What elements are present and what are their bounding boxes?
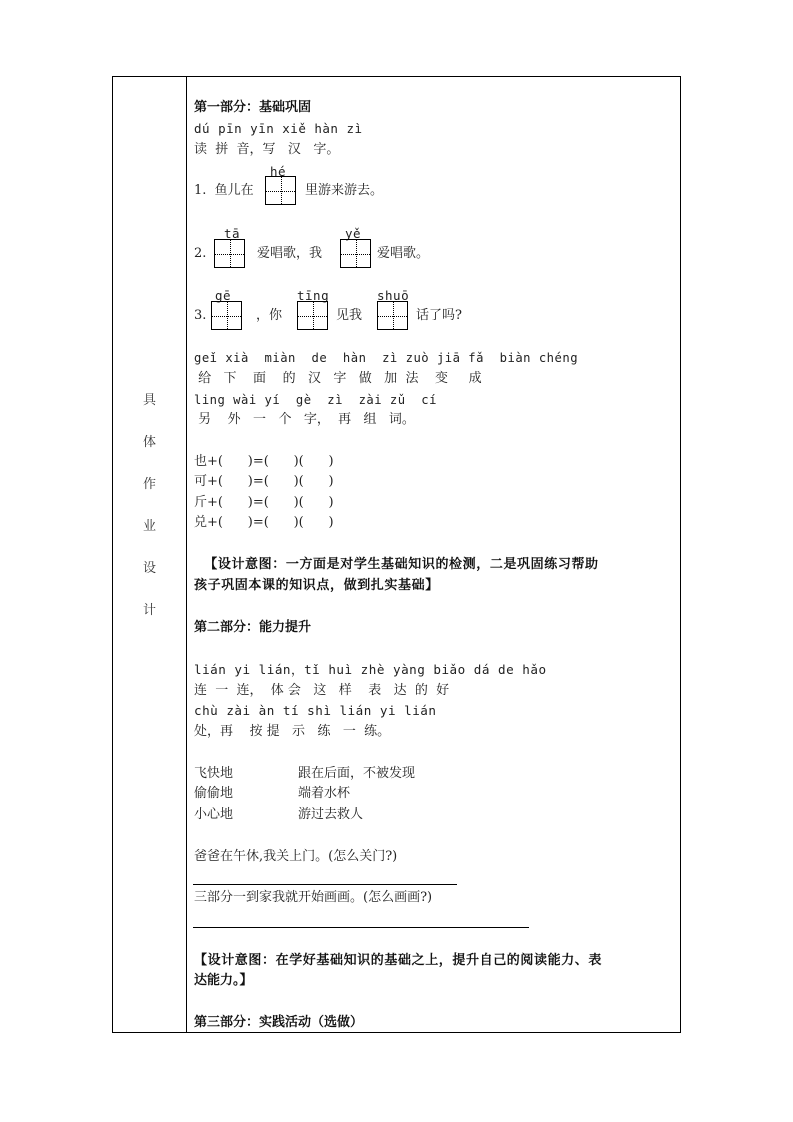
instr2-pinyin-1: geǐ xià miàn de hàn zì zuò jiā fǎ biàn chéng xyxy=(194,351,579,365)
q2-middle: 爱唱歌，我 xyxy=(257,246,323,261)
match-left-item: 飞快地 xyxy=(194,766,234,781)
q1-prefix: 1. 鱼儿在 xyxy=(194,183,254,198)
q2-pinyin-1: tā xyxy=(224,226,241,241)
q2-answer-box-2[interactable] xyxy=(340,239,371,268)
part2-pinyin-2: chù zài àn tí shì lián yi lián xyxy=(194,703,437,718)
formula-row: 兑+( )=( )( ) xyxy=(194,515,334,530)
q3-pinyin-3: shuō xyxy=(377,288,410,303)
formula-row: 也+( )=( )( ) xyxy=(194,454,334,469)
q1-answer-box[interactable] xyxy=(265,176,296,205)
q3-answer-box-1[interactable] xyxy=(211,301,242,330)
part2-pinyin-1: lián yi lián，tǐ huì zhè yàng biǎo dá de hǎo xyxy=(194,662,547,677)
q3-pinyin-2: tīng xyxy=(297,288,330,303)
q3-answer-box-3[interactable] xyxy=(377,301,408,330)
part2-hanzi-1: 连 一 连， 体 会 这 样 表 达 的 好 xyxy=(194,683,450,698)
side-label-char: 业 xyxy=(142,519,156,534)
q3-middle-2: 见我 xyxy=(336,308,363,323)
q3-answer-box-2[interactable] xyxy=(297,301,328,330)
q2-answer-box-1[interactable] xyxy=(214,239,245,268)
instr2-hanzi-1: 给 下 面 的 汉 字 做 加 法 变 成 xyxy=(194,371,482,386)
part1-title: 第一部分：基础巩固 xyxy=(194,100,312,115)
part2-intent-line2: 达能力。】 xyxy=(194,973,253,988)
answer-line-2[interactable] xyxy=(193,927,529,928)
match-right-item: 端着水杯 xyxy=(298,786,351,801)
formula-row: 斤+( )=( )( ) xyxy=(194,495,334,510)
side-label-char: 设 xyxy=(142,561,156,576)
part1-intent-line2: 孩子巩固本课的知识点，做到扎实基础】 xyxy=(194,578,439,593)
sentence-1: 爸爸在午休,我关上门。(怎么关门?) xyxy=(194,849,398,864)
side-label-char: 具 xyxy=(142,393,156,408)
q3-number: 3. xyxy=(194,308,207,323)
formula-row: 可+( )=( )( ) xyxy=(194,474,334,489)
answer-line-1[interactable] xyxy=(193,884,457,885)
q3-suffix: 话了吗? xyxy=(416,308,462,323)
q2-number: 2. xyxy=(194,246,207,261)
part2-title: 第二部分：能力提升 xyxy=(194,620,312,635)
side-label-char: 作 xyxy=(142,477,156,492)
part3-title: 第三部分：实践活动（选做） xyxy=(194,1015,364,1030)
part1-instr-pinyin: dú pīn yīn xiě hàn zì xyxy=(194,121,363,136)
match-left-item: 偷偷地 xyxy=(194,786,234,801)
match-right-item: 跟在后面，不被发现 xyxy=(298,766,416,781)
q3-pinyin-1: gē xyxy=(215,288,232,303)
side-label-char: 体 xyxy=(142,435,156,450)
q2-suffix: 爱唱歌。 xyxy=(377,246,430,261)
part2-hanzi-2: 处，再 按 提 示 练 一 练。 xyxy=(194,724,391,739)
part2-intent-line1: 【设计意图：在学好基础知识的基础之上，提升自己的阅读能力、表 xyxy=(194,953,603,968)
match-right-item: 游过去救人 xyxy=(298,807,364,822)
side-label-char: 计 xyxy=(142,603,156,618)
instr2-hanzi-2: 另 外 一 个 字， 再 组 词。 xyxy=(194,412,415,427)
part1-intent-line1: 【设计意图：一方面是对学生基础知识的检测，二是巩固练习帮助 xyxy=(194,557,599,572)
column-divider xyxy=(186,77,187,1032)
match-left-item: 小心地 xyxy=(194,807,234,822)
q1-pinyin: hé xyxy=(270,164,287,179)
q2-pinyin-2: yě xyxy=(345,226,362,241)
q3-middle-1: ，你 xyxy=(256,308,283,323)
sentence-2: 三部分一到家我就开始画画。(怎么画画?) xyxy=(194,890,433,905)
part1-instr-hanzi: 读 拼 音，写 汉 字。 xyxy=(194,142,340,157)
instr2-pinyin-2: ling wài yí gè zì zài zǔ cí xyxy=(194,393,437,407)
q1-suffix: 里游来游去。 xyxy=(305,183,384,198)
